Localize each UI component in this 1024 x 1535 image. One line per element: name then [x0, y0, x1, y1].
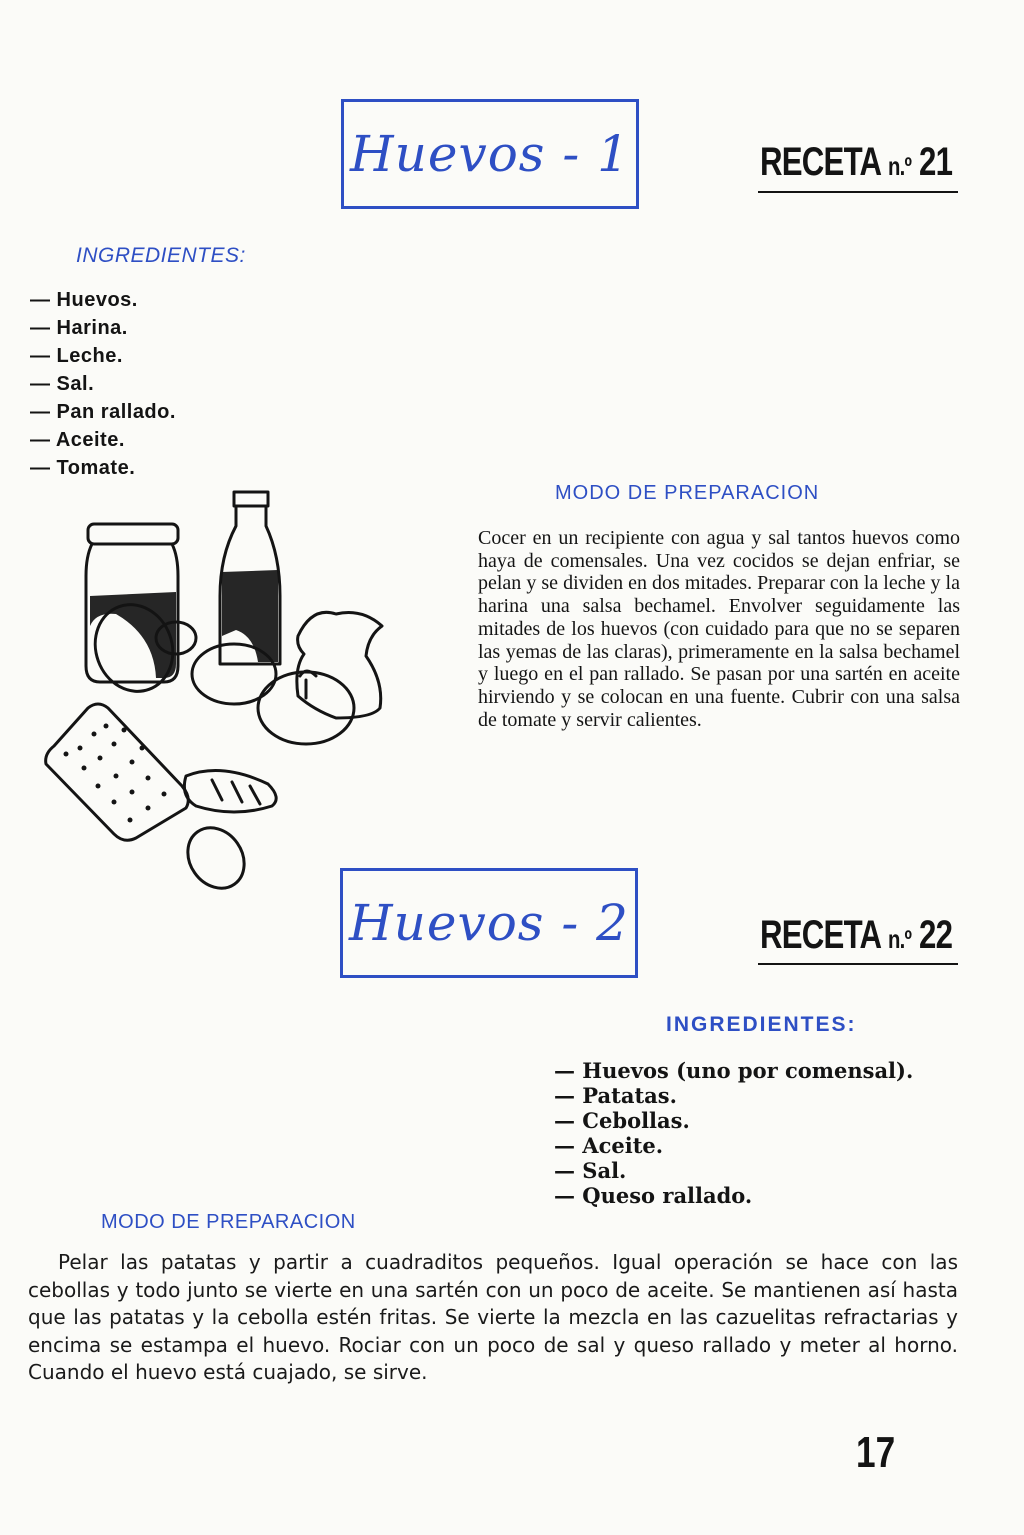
list-item: — Aceite. — [554, 1133, 664, 1158]
recipe2-method-heading: MODO DE PREPARACION — [101, 1211, 356, 1233]
recipe2-title: Huevos - 2 — [349, 894, 629, 952]
list-item: — Patatas. — [554, 1083, 677, 1108]
list-item: — Sal. — [554, 1158, 627, 1183]
recipe1-rule — [758, 191, 958, 193]
recipe1-receta — [760, 140, 952, 185]
list-item: — Huevos (uno por comensal). — [554, 1058, 914, 1083]
list-item: — Cebollas. — [554, 1108, 690, 1133]
list-item: — Tomate. — [30, 457, 136, 479]
recipe2-receta — [760, 913, 952, 958]
recipe1-ingredients-heading: INGREDIENTES: — [76, 244, 246, 267]
list-item: — Aceite. — [30, 429, 125, 451]
recipe1-receta-label: RECETA — [760, 140, 881, 184]
list-item: — Queso rallado. — [554, 1183, 753, 1208]
page-number: 17 — [856, 1428, 896, 1477]
list-item: — Leche. — [30, 345, 123, 367]
list-item: — Harina. — [30, 317, 128, 339]
recipe2-receta-no: n.º — [888, 924, 912, 954]
recipe2-receta-number: 22 — [919, 913, 953, 957]
recipe1-receta-number: 21 — [919, 140, 953, 184]
recipe2-rule — [758, 963, 958, 965]
recipe1-ingredients-list — [30, 286, 176, 482]
recipe2-title-box — [340, 868, 638, 978]
ingredients-illustration — [36, 486, 396, 896]
recipe1-method-text: Cocer en un recipiente con agua y sal tantos huevos como haya de comensales. Una vez cocidos se dejan enfriar, se pelan y se dividen en dos mitades. Preparar con la leche y la harina una salsa bechamel. Envolver seguidamente las mitades de los huevos (con cuidado para que no se separen las yemas de las claras), primeramente en la salsa bechamel y luego en el pan rallado. Se pasan por una sartén en aceite hirviendo y se colocan en una fuente. Cubrir con una salsa de tomate y servir calientes. — [478, 527, 960, 731]
recipe2-ingredients-heading: INGREDIENTES: — [666, 1013, 857, 1036]
recipe2-ingredients-list — [554, 1058, 913, 1208]
recipe2-method-text: Pelar las patatas y partir a cuadraditos pequeños. Igual operación se hace con las cebollas y todo junto se vierte en una sartén con un poco de aceite. Se mantienen así hasta que las patatas y la cebolla estén fritas. Se vierte la mezcla en las cazuelitas refractarias y encima se estampa el huevo. Rociar con un poco de sal y queso rallado y meter al horno. Cuando el huevo está cuajado, se sirve. — [28, 1250, 958, 1385]
recipe2-receta-label: RECETA — [760, 913, 881, 957]
list-item: — Pan rallado. — [30, 401, 176, 423]
list-item: — Huevos. — [30, 289, 138, 311]
recipe1-method-heading: MODO DE PREPARACION — [555, 482, 820, 504]
recipe1-title: Huevos - 1 — [350, 125, 630, 183]
recipe1-receta-no: n.º — [888, 151, 912, 181]
recipe1-title-box — [341, 99, 639, 209]
list-item: — Sal. — [30, 373, 95, 395]
